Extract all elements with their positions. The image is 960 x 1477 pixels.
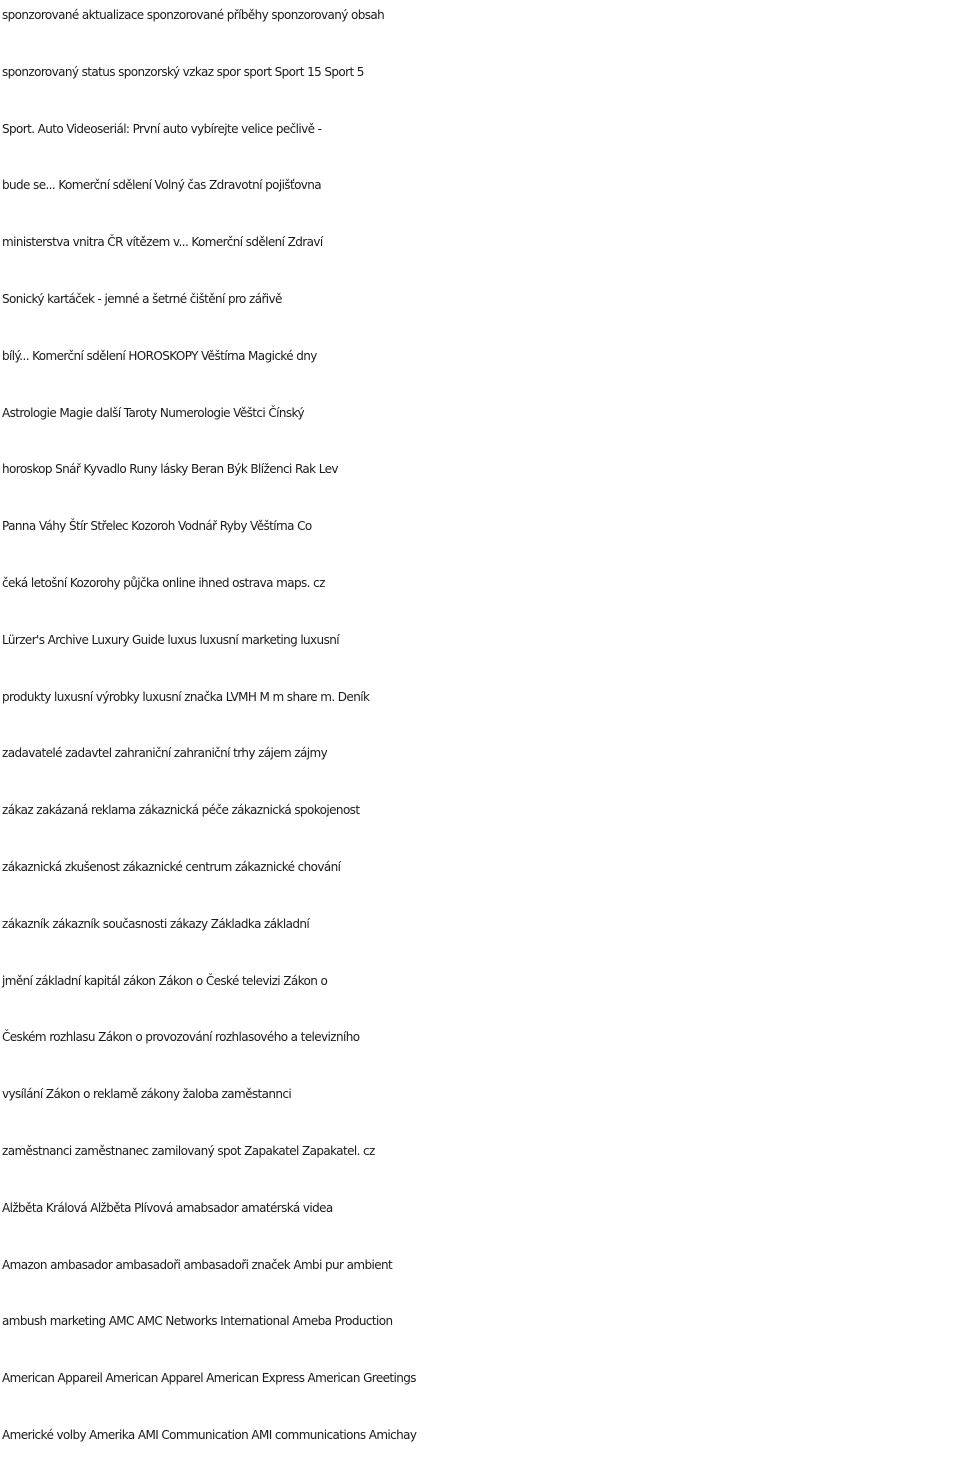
text-line: Českém rozhlasu Zákon o provozování rozhlasového a televizního [2, 1030, 360, 1045]
text-line: Sonický kartáček - jemné a šetrné čištění pro zářivě [2, 291, 282, 306]
text-line: Panna Váhy Štír Střelec Kozoroh Vodnář Ryby Věštírna Co [2, 519, 312, 534]
text-line: čeká letošní Kozorohy půjčka online ihned ostrava maps. cz [2, 575, 325, 590]
text-line: vysílání Zákon o reklamě zákony žaloba zaměstannci [2, 1087, 292, 1102]
text-line: sponzorovaný status sponzorský vzkaz spor sport Sport 15 Sport 5 [2, 64, 364, 79]
text-line: Alžběta Králová Alžběta Plívová amabsador amatérská videa [2, 1200, 333, 1215]
text-line: Sport. Auto Videoseriál: První auto vybírejte velice pečlivě - [2, 121, 322, 136]
text-line: jmění základní kapitál zákon Zákon o České televizi Zákon o [2, 973, 328, 988]
text-line: Lürzer's Archive Luxury Guide luxus luxusní marketing luxusní [2, 632, 339, 647]
text-line: American Appareil American Apparel American Express American Greetings [2, 1371, 416, 1386]
text-line: Amazon ambasador ambasadoři ambasadoři značek Ambi pur ambient [2, 1257, 393, 1272]
text-line: Americké volby Amerika AMI Communication AMI communications Amichay [2, 1427, 417, 1442]
text-line: ambush marketing AMC AMC Networks International Ameba Production [2, 1314, 393, 1329]
text-line: bílý... Komerční sdělení HOROSKOPY Věštírna Magické dny [2, 348, 317, 363]
text-line: produkty luxusní výrobky luxusní značka LVMH M m share m. Deník [2, 689, 370, 704]
text-line: zákaznická zkušenost zákaznické centrum zákaznické chování [2, 859, 341, 874]
text-line: Astrologie Magie další Taroty Numerologie Věštci Čínský [2, 405, 304, 420]
text-line: zaměstnanci zaměstnanec zamilovaný spot Zapakatel Zapakatel. cz [2, 1143, 375, 1158]
text-line: ministerstva vnitra ČR vítězem v... Komerční sdělení Zdraví [2, 235, 323, 250]
text-line: horoskop Snář Kyvadlo Runy lásky Beran Býk Blíženci Rak Lev [2, 462, 338, 477]
text-line: zákaz zakázaná reklama zákaznická péče zákaznická spokojenost [2, 803, 360, 818]
text-line: zadavatelé zadavtel zahraniční zahraniční trhy zájem zájmy [2, 746, 328, 761]
text-line: bude se... Komerční sdělení Volný čas Zdravotní pojišťovna [2, 178, 322, 193]
text-line: sponzorované aktualizace sponzorované příběhy sponzorovaný obsah [2, 8, 385, 22]
text-line: zákazník zákazník současnosti zákazy Základka základní [2, 916, 310, 931]
